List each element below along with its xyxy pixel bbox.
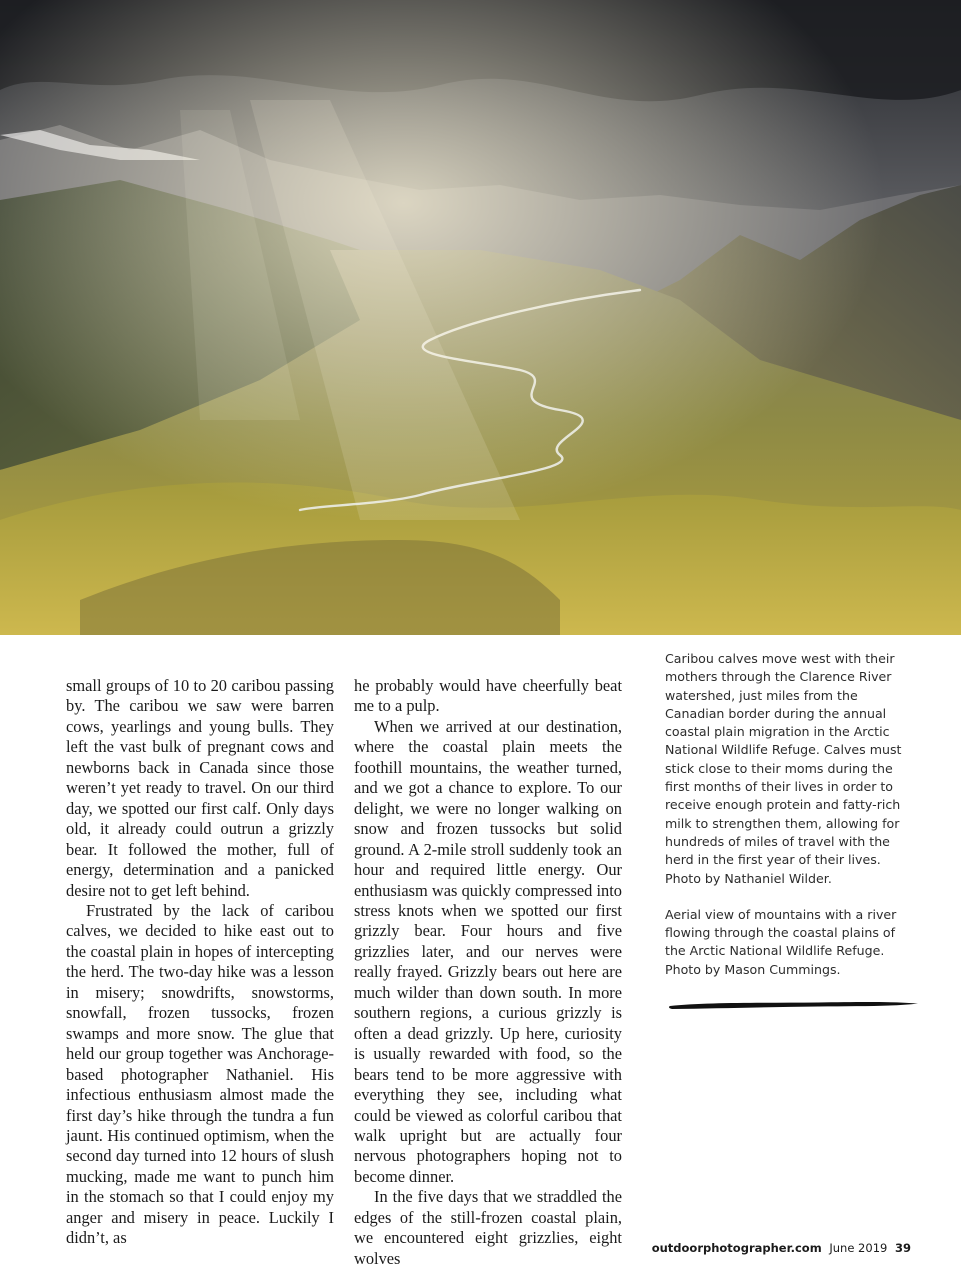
photo-captions xyxy=(665,650,917,979)
hero-photo xyxy=(0,0,961,635)
article-paragraph: Frustrated by the lack of caribou calves, we decided to hike east out to the coastal plain in hopes of intercepting the herd. The two-day hike was a lesson in misery; snowdrifts, snowstorms, snowfall, frozen tussocks, frozen swamps and more snow. The glue that held our group together was Anchorage-based photographer Nathaniel. His infectious enthusiasm almost made the first day’s hike through the tundra a fun jaunt. His continued optimism, when the second day turned into 12 hours of slush mucking, made me want to punch him in the stomach so that I could enjoy my anger and misery in peace. Luckily I didn’t, as xyxy=(66,900,334,1248)
page-footer xyxy=(652,1241,911,1255)
article-paragraph: he probably would have cheerfully beat me to a pulp. xyxy=(354,676,622,716)
article-paragraph: In the five days that we straddled the edges of the still-frozen coastal plain, we encountered eight grizzlies, eight wolves xyxy=(354,1187,622,1268)
issue-date: June 2019 xyxy=(829,1241,888,1255)
article-paragraph: When we arrived at our destination, where the coastal plain meets the foothill mountains, the weather turned, and we got a chance to explore. To our delight, we were no longer walking on snow and frozen tussocks but solid ground. A 2-mile stroll suddenly took an hour and required little energy. Our enthusiasm was quickly compressed into stress knots when we spotted our first grizzly bear. Four hours and five grizzlies later, and our nerves were really frayed. Grizzly bears out here are much wilder than down south. In more southern regions, a curious grizzly is often a dead grizzly. Up here, curiosity is usually rewarded with food, so the bears tend to be more aggressive with everything they see, including what could be viewed as colorful caribou that walk upright but are actually four nervous photographers hoping not to become dinner. xyxy=(354,716,622,1186)
website-url: outdoorphotographer.com xyxy=(651,1241,822,1255)
article-column-right xyxy=(354,676,622,1269)
article-paragraph: small groups of 10 to 20 caribou passing by. The caribou we saw were barren cows, yearlings and young bulls. They left the vast bulk of pregnant cows and newborns back in Canada since those weren’t yet ready to travel. On our third day, we spotted our first calf. Only days old, it already could outrun a grizzly bear. It followed the mother, full of energy, determination and a panicked desire not to get left behind. xyxy=(66,676,334,900)
page-number: 39 xyxy=(894,1241,911,1255)
caption-aerial: Aerial view of mountains with a river flowing through the coastal plains of the Arctic National Wildlife Refuge. Photo by Mason Cummings. xyxy=(665,906,897,977)
article-column-left xyxy=(66,676,334,1249)
brush-stroke-divider xyxy=(668,998,920,1012)
caption-caribou: Caribou calves move west with their mothers through the Clarence River watershed, just miles from the Canadian border during the annual coastal plain migration in the Arctic National Wildlife Refuge. Calves must stick close to their moms during the first months of their lives in order to receive enough protein and fatty-rich milk to strengthen them, allowing for hundreds of miles of travel with the herd in the first year of their lives. Photo by Nathaniel Wilder. xyxy=(665,651,902,886)
